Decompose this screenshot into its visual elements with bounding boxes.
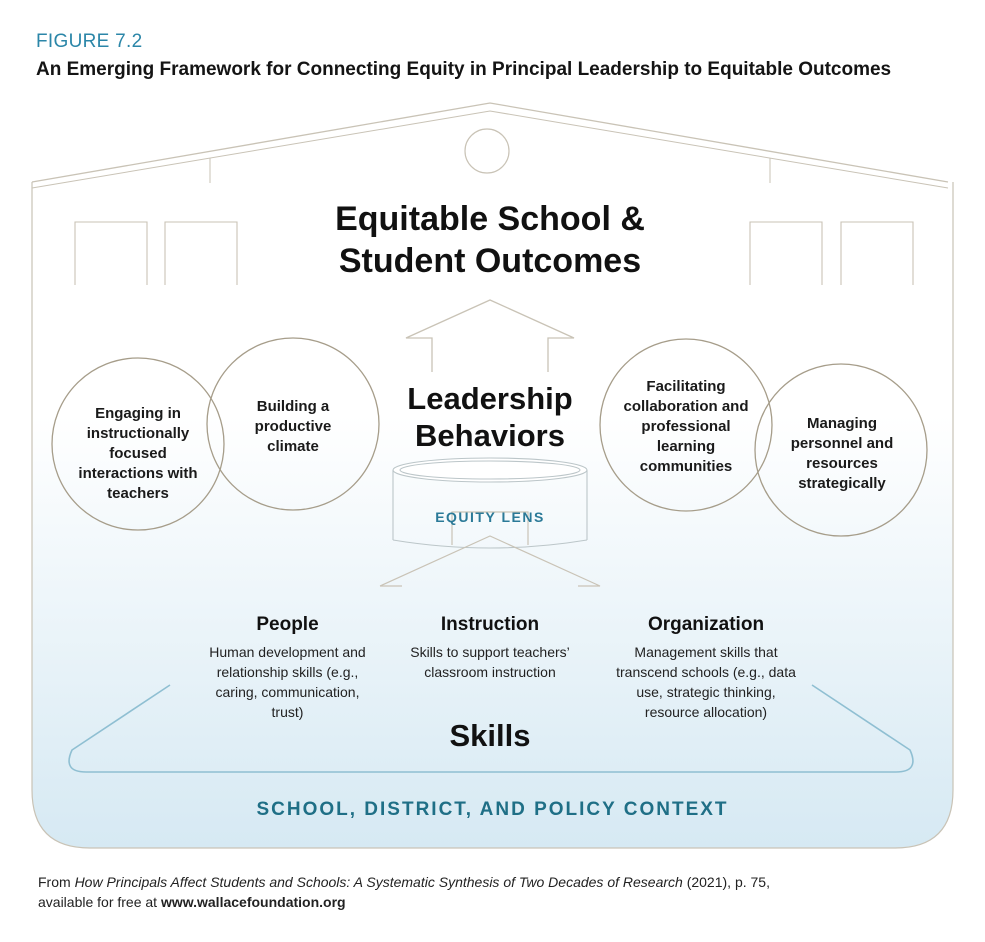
skill-column-people <box>200 614 375 722</box>
house-roof-inner <box>32 111 948 188</box>
skill-body-instruction: Skills to support teachers’ classroom instruction <box>410 644 570 680</box>
citation-book-title: How Principals Affect Students and Schools: A Systematic Synthesis of Two Decades of Research <box>74 874 683 890</box>
behavior-managing-personnel: Managing personnel and resources strategically <box>790 415 894 492</box>
citation-line-2 <box>38 892 770 912</box>
leadership-line-2: Behaviors <box>415 418 565 453</box>
skill-body-organization: Management skills that transcend schools (e.g., data use, strategic thinking, resource allocation) <box>616 644 796 720</box>
figure-label: FIGURE 7.2 <box>36 31 143 52</box>
behavior-collaboration-plc: Facilitating collaboration and professional learning communities <box>623 378 749 475</box>
leadership-heading <box>380 380 600 454</box>
skill-body-people: Human development and relationship skills (e.g., caring, communication, trust) <box>209 644 366 720</box>
house-roof <box>32 103 948 182</box>
behavior-productive-climate: Building a productive climate <box>254 398 332 455</box>
equity-lens-label: EQUITY LENS <box>435 509 545 525</box>
skill-column-instruction <box>410 614 570 682</box>
policy-context-label: SCHOOL, DISTRICT, AND POLICY CONTEXT <box>256 799 729 820</box>
round-window <box>465 129 509 173</box>
outcomes-line-1: Equitable School & <box>335 200 645 238</box>
skill-heading-organization: Organization <box>647 614 765 635</box>
citation-suffix: (2021), p. 75, <box>682 874 770 890</box>
outcomes-line-2: Student Outcomes <box>338 242 642 280</box>
citation-prefix: From <box>38 874 75 890</box>
citation <box>38 872 770 912</box>
citation-line2-prefix: available for free at <box>38 894 161 910</box>
citation-line-1 <box>38 872 770 892</box>
citation-url[interactable]: www.wallacefoundation.org <box>160 894 346 910</box>
behavior-engaging-interactions: Engaging in instructionally focused interactions with teachers <box>78 405 198 502</box>
figure-title: An Emerging Framework for Connecting Equity in Principal Leadership to Equitable Outcomes <box>36 59 892 80</box>
skill-heading-people: People <box>256 614 319 635</box>
outcomes-heading <box>290 198 690 282</box>
skill-column-organization <box>615 614 797 722</box>
skills-label: Skills <box>449 718 531 753</box>
skill-heading-instruction: Instruction <box>440 614 540 635</box>
leadership-line-1: Leadership <box>407 381 573 416</box>
